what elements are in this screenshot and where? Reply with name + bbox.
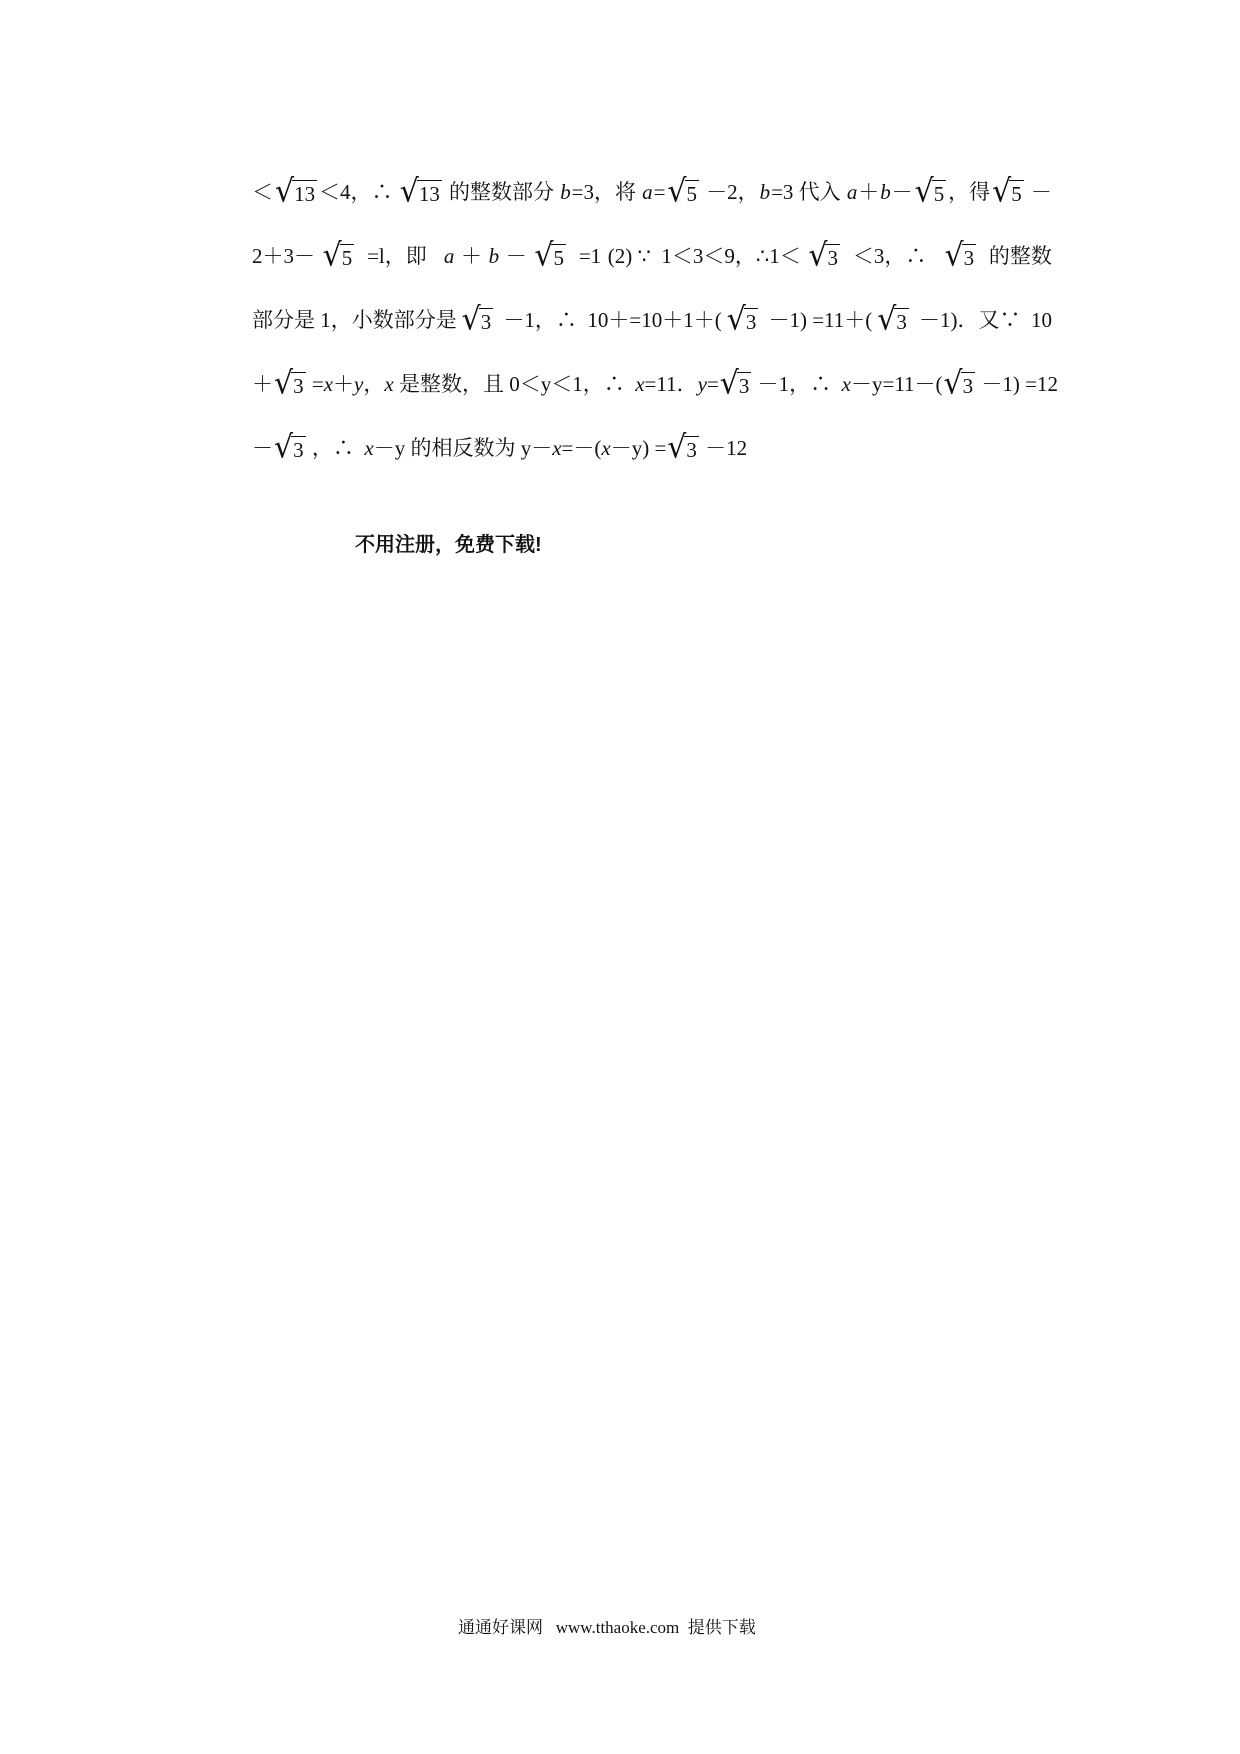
sqrt-expression: √ 3 (461, 301, 492, 338)
sqrt-expression: √ 3 (726, 301, 757, 338)
text-segment: ，得 (948, 180, 991, 204)
text-segment: －1) =12 (976, 372, 1059, 396)
sqrt-expression: √ 3 (274, 429, 304, 466)
text-segment: －1，∴ 10＋=10＋1＋( (498, 308, 722, 332)
text-segment: ， (363, 372, 385, 396)
solution-line-1 (252, 160, 1052, 224)
sqrt-expression: √ 5 (534, 237, 564, 274)
variable: b (488, 244, 500, 268)
variable: a (846, 180, 858, 204)
text-segment: =1 (573, 244, 602, 268)
variable: x (601, 436, 611, 460)
text-segment: =－( (561, 436, 602, 460)
text-segment: －y=11－( (850, 372, 943, 396)
text-segment: 是整数，且 0＜y＜1，∴ (393, 372, 636, 396)
text-segment: =3，将 (571, 180, 642, 204)
sqrt-expression: √ 3 (667, 429, 697, 466)
variable: b (560, 180, 571, 204)
sqrt-expression: √ 3 (943, 365, 974, 402)
variable: x (384, 372, 394, 396)
text-segment: ，∴ (306, 436, 365, 460)
text-segment: －1) =11＋( (763, 308, 873, 332)
text-segment: = (306, 372, 324, 396)
text-segment: ＜3，∴ (847, 244, 937, 268)
text-segment: －12 (699, 436, 748, 460)
sqrt-expression: √ 3 (274, 365, 304, 402)
text-segment: 2＋3－ (252, 244, 315, 268)
text-segment: －1，∴ (752, 372, 842, 396)
variable: x (552, 436, 562, 460)
text-segment: －y 的相反数为 y－ (373, 436, 553, 460)
variable: x (323, 372, 334, 396)
text-segment: － (505, 244, 527, 268)
solution-line-5 (252, 416, 1052, 480)
variable: a (443, 244, 455, 268)
sqrt-expression: √ 5 (992, 173, 1022, 210)
text-segment: ＋ (333, 372, 355, 396)
variable: y (697, 372, 707, 396)
sqrt-expression: √ 3 (944, 237, 975, 274)
sqrt-expression: √ 5 (914, 173, 945, 210)
text-segment: ＋ (461, 244, 482, 268)
text-segment: 的整数部分 (443, 180, 560, 204)
text-segment: －1)．又∵ 10 (913, 308, 1052, 332)
text-segment: =11． (644, 372, 698, 396)
text-segment: 的整数 (983, 244, 1052, 268)
variable: y (354, 372, 364, 396)
text-segment: ＋ (858, 180, 880, 204)
sqrt-expression: √ 3 (808, 237, 838, 274)
text-segment: = (706, 372, 719, 396)
variable: b (880, 180, 891, 204)
promo-text: 不用注册，免费下载! (355, 534, 542, 556)
variable: x (364, 436, 374, 460)
solution-line-3 (252, 288, 1052, 352)
solution-line-4 (252, 352, 1059, 416)
solution-text (252, 160, 1059, 480)
text-segment: － (1025, 180, 1052, 204)
variable: a (642, 180, 653, 204)
variable: x (841, 372, 851, 396)
text-segment: =3 代入 (771, 180, 846, 204)
text-segment: ＜ (252, 180, 273, 204)
text-segment: － (891, 180, 913, 204)
text-segment: ＜4，∴ (319, 180, 398, 204)
sqrt-expression: √ 3 (877, 301, 907, 338)
text-segment: =l，即 (361, 244, 438, 268)
sqrt-expression: √ 13 (274, 173, 316, 210)
text-segment: － (252, 436, 273, 460)
text-segment: 部分是 1，小数部分是 (252, 308, 457, 332)
page-footer: 通通好课网 www.tthaoke.com 提供下载 (458, 1618, 756, 1637)
variable: x (635, 372, 645, 396)
text-segment: = (653, 180, 666, 204)
sqrt-expression: √ 13 (399, 173, 440, 210)
text-segment: (2) ∵ 1＜3＜9，∴1＜ (607, 244, 801, 268)
text-segment: ＋ (252, 372, 273, 396)
text-segment: －y) = (610, 436, 667, 460)
text-segment: －2， (700, 180, 759, 204)
sqrt-expression: √ 5 (322, 237, 353, 274)
solution-line-2 (252, 224, 1052, 288)
sqrt-expression: √ 5 (667, 173, 697, 210)
sqrt-expression: √ 3 (719, 365, 750, 402)
variable: b (759, 180, 771, 204)
